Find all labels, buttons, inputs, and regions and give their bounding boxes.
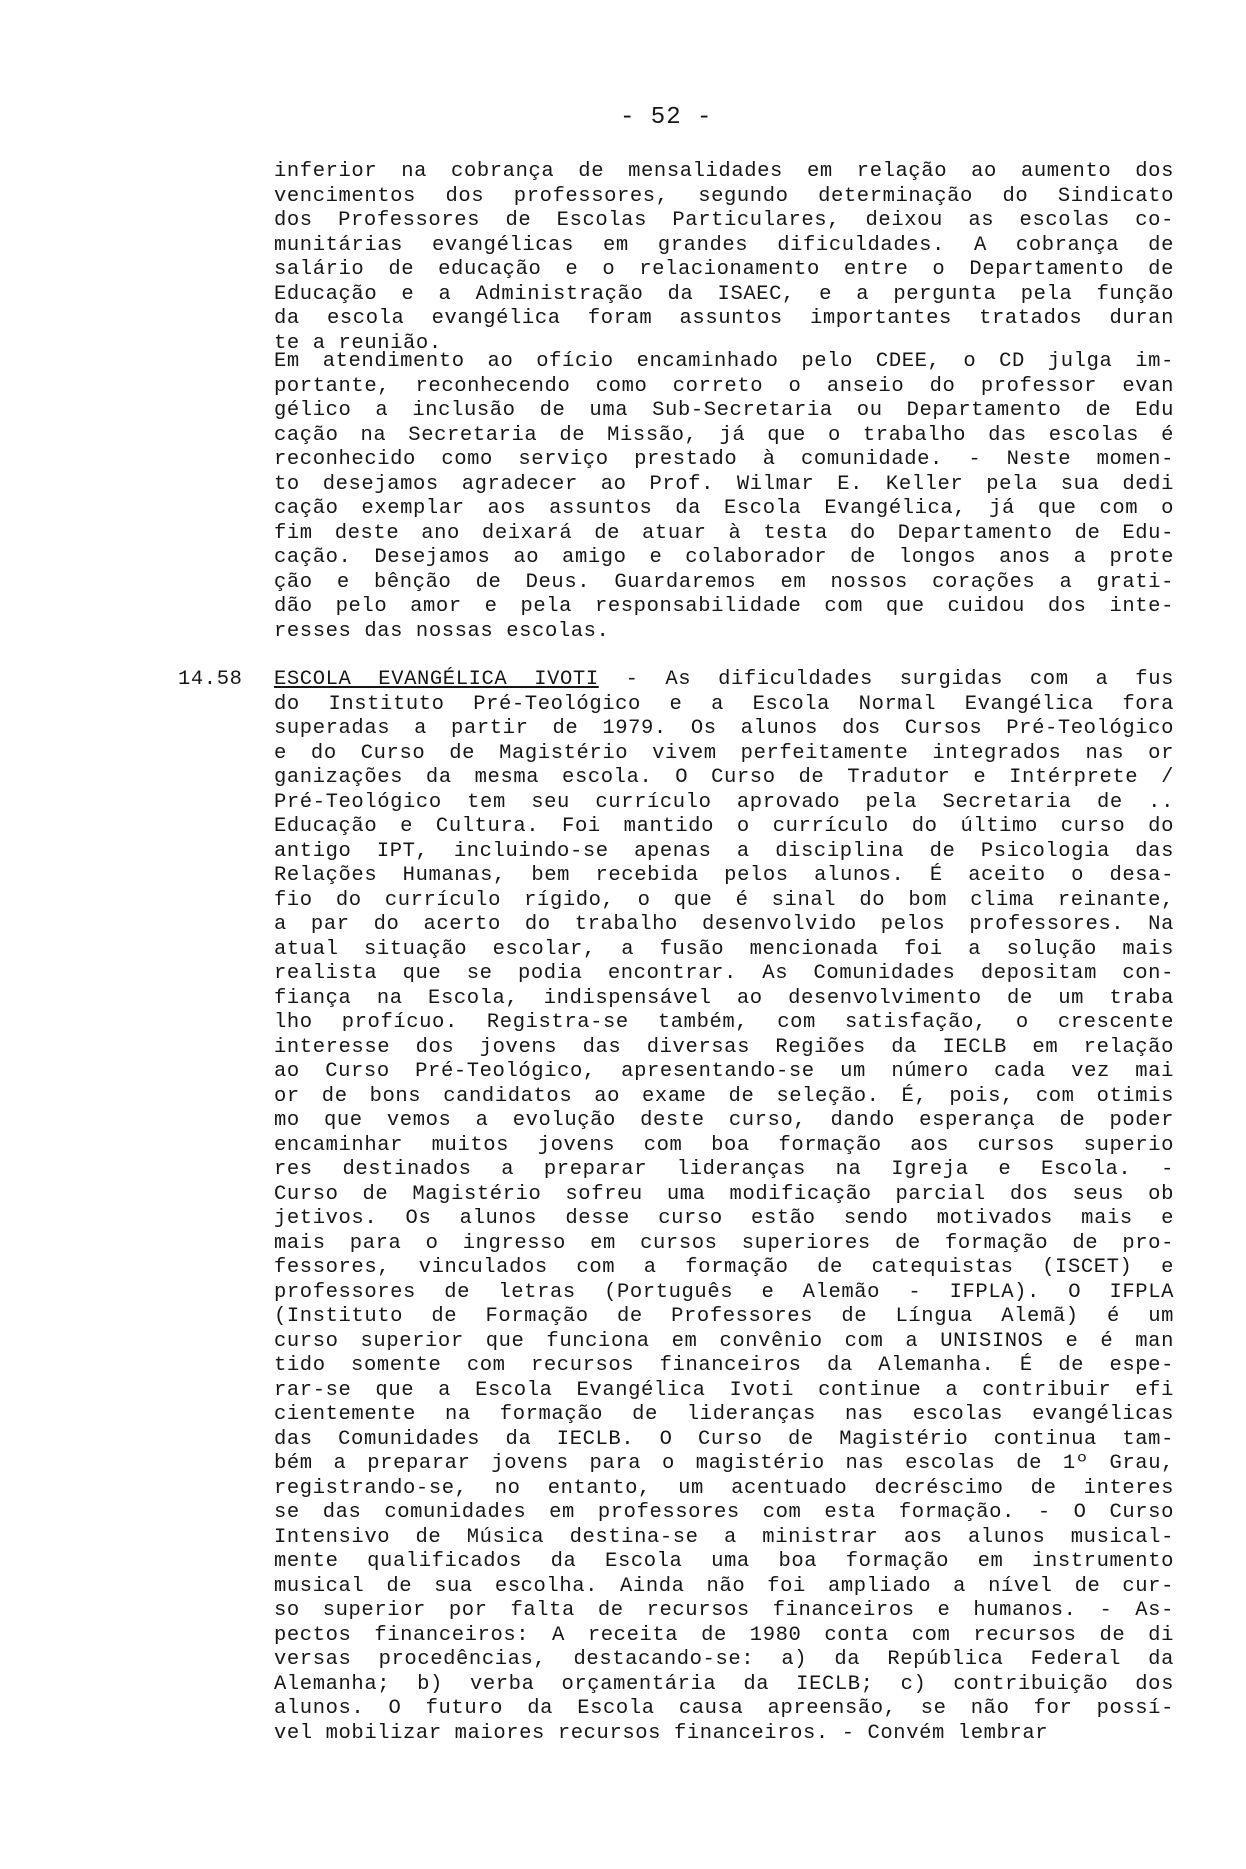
text-line: jetivos. Os alunos desse curso estão sendo motivados mais e [274, 1207, 1174, 1230]
text-line: curso superior que funciona em convênio com a UNISINOS e é man [274, 1329, 1174, 1353]
paragraph-reuniao [274, 160, 1174, 356]
text-line: mo que vemos a evolução deste curso, dando esperança de poder [274, 1109, 1174, 1132]
text-line: das Comunidades da IECLB. O Curso de Magistério continua tam- [274, 1427, 1174, 1451]
text-line: (Instituto de Formação de Professores de Língua Alemã) é um [274, 1305, 1174, 1328]
text-line: a par do acerto do trabalho desenvolvido pelos professores. Na [274, 913, 1174, 936]
text-line: musical de sua escolha. Ainda não foi ampliado a nível de cur- [274, 1574, 1174, 1598]
text-line: rar-se que a Escola Evangélica Ivoti continue a contribuir efi [274, 1378, 1174, 1402]
text-line: da escola evangélica foram assuntos importantes tratados duran [274, 307, 1174, 330]
section-first-line-text: - As dificuldades surgidas com a fus [598, 668, 1174, 691]
text-line: ganizações da mesma escola. O Curso de Tradutor e Intérprete / [274, 766, 1174, 789]
text-line: cação. Desejamos ao amigo e colaborador de longos anos a prote [274, 546, 1174, 569]
text-line: reconhecido como serviço prestado à comunidade. - Neste momen- [274, 448, 1174, 471]
text-line: e do Curso de Magistério vivem perfeitamente integrados nas or [274, 741, 1174, 765]
text-line: fiança na Escola, indispensável ao desenvolvimento de um traba [274, 986, 1174, 1010]
text-line: cientemente na formação de lideranças nas escolas evangélicas [274, 1403, 1174, 1426]
text-line: realista que se podia encontrar. As Comunidades depositam con- [274, 962, 1174, 985]
text-line: res destinados a preparar lideranças na Igreja e Escola. - [274, 1158, 1174, 1181]
text-line: fio do currículo rígido, o que é sinal do bom clima reinante, [274, 888, 1174, 912]
text-line: fessores, vinculados com a formação de catequistas (ISCET) e [274, 1256, 1174, 1279]
text-line: antigo IPT, incluindo-se apenas a disciplina de Psicologia das [274, 839, 1174, 863]
text-line: fim deste ano deixará de atuar à testa do Departamento de Edu- [274, 521, 1174, 545]
text-line: superadas a partir de 1979. Os alunos dos Cursos Pré-Teológico [274, 717, 1174, 740]
text-line: cação na Secretaria de Missão, já que o trabalho das escolas é [274, 423, 1174, 447]
text-line: te a reunião. [274, 331, 442, 355]
text-line: alunos. O futuro da Escola causa apreensão, se não for possí- [274, 1697, 1174, 1720]
text-line: ao Curso Pré-Teológico, apresentando-se um número cada vez mai [274, 1060, 1174, 1083]
text-line: dão pelo amor e pela responsabilidade com que cuidou dos inte- [274, 595, 1174, 618]
text-line: do Instituto Pré-Teológico e a Escola Normal Evangélica fora [274, 692, 1174, 716]
text-line: cação exemplar aos assuntos da Escola Evangélica, já que com o [274, 497, 1174, 520]
text-line: Educação e Cultura. Foi mantido o currículo do último curso do [274, 815, 1174, 838]
text-line: vel mobilizar maiores recursos financeiros. - Convém lembrar [274, 1721, 1049, 1745]
text-line: interesse dos jovens das diversas Regiões da IECLB em relação [274, 1035, 1174, 1059]
text-line: so superior por falta de recursos financeiros e humanos. - As- [274, 1599, 1174, 1622]
text-line: mente qualificados da Escola uma boa formação em instrumento [274, 1550, 1174, 1573]
page-number: - 52 - [620, 104, 713, 131]
text-line: Pré-Teológico tem seu currículo aprovado pela Secretaria de .. [274, 790, 1174, 814]
text-line: mais para o ingresso em cursos superiores de formação de pro- [274, 1231, 1174, 1255]
text-line: inferior na cobrança de mensalidades em relação ao aumento dos [274, 160, 1174, 183]
text-line: registrando-se, no entanto, um acentuado decréscimo de interes [274, 1476, 1174, 1500]
text-line: Alemanha; b) verba orçamentária da IECLB; c) contribuição dos [274, 1672, 1174, 1696]
text-line: or de bons candidatos ao exame de seleção. É, pois, com otimis [274, 1084, 1174, 1108]
text-line: bém a preparar jovens para o magistério nas escolas de 1º Grau, [274, 1452, 1174, 1475]
text-line: gélico a inclusão de uma Sub-Secretaria ou Departamento de Edu [274, 399, 1174, 422]
section-heading: ESCOLA EVANGÉLICA IVOTI [274, 668, 599, 691]
text-line: Em atendimento ao ofício encaminhado pelo CDEE, o CD julga im- [274, 350, 1174, 373]
text-line: munitárias evangélicas em grandes dificuldades. A cobrança de [274, 233, 1174, 257]
paragraph-atendimento [274, 350, 1174, 644]
text-line: pectos financeiros: A receita de 1980 conta com recursos de di [274, 1623, 1174, 1647]
section-first-line [274, 668, 1174, 693]
text-line: versas procedências, destacando-se: a) da República Federal da [274, 1648, 1174, 1671]
text-line: atual situação escolar, a fusão mencionada foi a solução mais [274, 937, 1174, 961]
text-line: tido somente com recursos financeiros da Alemanha. É de espe- [274, 1354, 1174, 1377]
text-line: vencimentos dos professores, segundo determinação do Sindicato [274, 184, 1174, 208]
text-line: to desejamos agradecer ao Prof. Wilmar E. Keller pela sua dedi [274, 472, 1174, 496]
text-line: resses das nossas escolas. [274, 619, 610, 643]
text-line: Educação e a Administração da ISAEC, e a pergunta pela função [274, 282, 1174, 306]
text-line: Curso de Magistério sofreu uma modificação parcial dos seus ob [274, 1182, 1174, 1206]
text-line: encaminhar muitos jovens com boa formação aos cursos superio [274, 1133, 1174, 1157]
text-line: portante, reconhecendo como correto o anseio do professor evan [274, 374, 1174, 398]
text-line: se das comunidades em professores com esta formação. - O Curso [274, 1501, 1174, 1524]
text-line: professores de letras (Português e Alemão - IFPLA). O IFPLA [274, 1280, 1174, 1304]
text-line: Intensivo de Música destina-se a ministrar aos alunos musical- [274, 1525, 1174, 1549]
text-line: ção e bênção de Deus. Guardaremos em nossos corações a grati- [274, 570, 1174, 594]
text-line: Relações Humanas, bem recebida pelos alunos. É aceito o desa- [274, 864, 1174, 887]
text-line: dos Professores de Escolas Particulares, deixou as escolas co- [274, 209, 1174, 232]
text-line: lho profícuo. Registra-se também, com satisfação, o crescente [274, 1011, 1174, 1034]
section-number: 14.58 [178, 668, 243, 691]
section-escola-evangelica-ivoti [274, 668, 1174, 1746]
text-line: salário de educação e o relacionamento entre o Departamento de [274, 258, 1174, 281]
